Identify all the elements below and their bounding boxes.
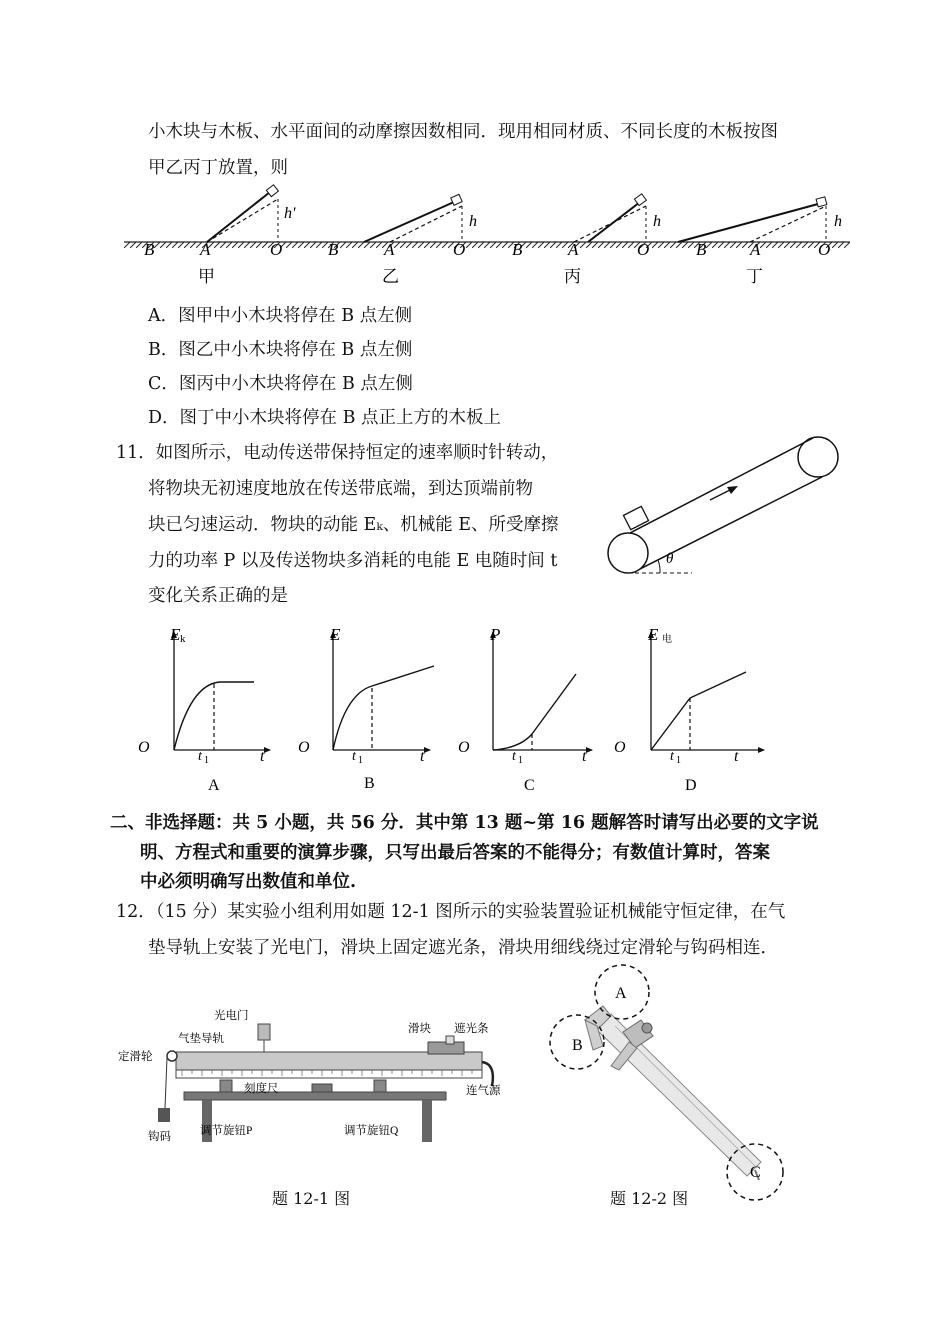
graph-d [614, 625, 764, 794]
t1-sub: 1 [204, 755, 209, 766]
height-label: h [653, 213, 661, 230]
block [266, 185, 278, 197]
e-elec-curve [651, 672, 746, 750]
point-b: B [144, 240, 155, 259]
air-track-apparatus [112, 1000, 522, 1150]
label-ruler: 刻度尺 [244, 1083, 279, 1095]
y-label: P [490, 625, 501, 644]
q10-line2: 甲乙丙丁放置，则 [148, 158, 288, 178]
point-a: A [568, 240, 579, 259]
height-label: h' [284, 205, 296, 222]
fig12-1-caption: 题 12-1 图 [272, 1189, 351, 1208]
graph-label: A [208, 777, 220, 794]
t-label: t [260, 748, 265, 765]
label-strip: 遮光条 [454, 1023, 489, 1035]
y-sub: 电 [662, 634, 672, 645]
q12-line2: 垫导轨上安装了光电门，滑块上固定遮光条，滑块用细线绕过定滑轮与钩码相连． [148, 938, 778, 958]
height-label: h [834, 213, 842, 230]
q11-line2: 将物块无初速度地放在传送带底端，到达顶端前物 [148, 479, 533, 499]
air-track [176, 1052, 482, 1070]
knob-q [374, 1080, 386, 1092]
table-leg [422, 1100, 432, 1142]
q11-line4: 力的功率 P 以及传送物块多消耗的电能 E 电随时间 t [148, 551, 558, 571]
point-a: A [200, 240, 211, 259]
figure-yi [328, 194, 477, 286]
board [207, 192, 270, 242]
dashed-line [207, 199, 278, 242]
q11-line5: 变化关系正确的是 [148, 586, 288, 606]
q11-line1: 11．如图所示，电动传送带保持恒定的速率顺时针转动， [116, 443, 559, 463]
y-label: E [330, 625, 341, 644]
fig12-2-caption: 题 12-2 图 [610, 1189, 689, 1208]
y-label: E [648, 625, 659, 644]
knob-p [220, 1080, 232, 1092]
label-c: C [750, 1164, 761, 1181]
p-curve [493, 674, 576, 750]
figure-name: 丁 [746, 267, 763, 286]
label-b: B [572, 1037, 583, 1054]
support-block [312, 1084, 332, 1092]
q10-option-a: A．图甲中小木块将停在 B 点左侧 [148, 306, 413, 326]
t1-sub: 1 [518, 755, 523, 766]
incline-figures [118, 182, 858, 292]
label-air: 连气源 [466, 1085, 501, 1097]
figure-name: 丙 [564, 267, 581, 286]
t-label: t [420, 748, 425, 765]
label-a: A [615, 985, 627, 1002]
label-knob-q: 调节旋钮Q [344, 1125, 399, 1137]
q10-option-c: C．图丙中小木块将停在 B 点左侧 [148, 374, 413, 394]
e-curve [333, 666, 434, 750]
string [165, 1058, 167, 1108]
point-o: O [818, 240, 831, 259]
t1-label: t [512, 749, 516, 764]
t1-label: t [352, 749, 356, 764]
lock-screw [642, 1023, 652, 1033]
origin-label: O [614, 739, 626, 756]
q12-line1: 12．（15 分）某实验小组利用如题 12-1 图所示的实验装置验证机械能守恒定律，在气 [116, 902, 786, 922]
angle-label: θ [666, 551, 674, 567]
dashed-line [390, 206, 462, 242]
t1-label: t [198, 749, 202, 764]
section2-line1: 二、非选择题：共 5 小题，共 56 分．其中第 13 题~第 16 题解答时请写出必要的文字说 [110, 813, 819, 833]
air-hose [482, 1062, 493, 1086]
figure-name: 乙 [382, 267, 399, 286]
figure-bing [512, 194, 661, 286]
point-b: B [328, 240, 339, 259]
y-label: E [170, 625, 181, 644]
q11-line3: 块已匀速运动．物块的动能 Eₖ、机械能 E、所受摩擦 [148, 515, 559, 535]
table-top [184, 1092, 446, 1100]
label-slider: 滑块 [408, 1023, 431, 1035]
point-o: O [270, 240, 283, 259]
point-o: O [453, 240, 466, 259]
label-knob-p: 调节旋钮P [200, 1125, 253, 1137]
board [678, 204, 818, 242]
section2-line2: 明、方程式和重要的演算步骤，只写出最后答案的不能得分；有数值计算时，答案 [140, 843, 770, 863]
point-b: B [512, 240, 523, 259]
origin-label: O [458, 739, 470, 756]
graph-b [298, 625, 434, 792]
belt-top [630, 438, 813, 533]
q10-line1: 小木块与木板、水平面间的动摩擦因数相同．现用相同材质、不同长度的木板按图 [148, 122, 778, 142]
ground-hatch [124, 242, 850, 248]
height-label: h [469, 213, 477, 230]
graph-a [138, 625, 270, 794]
point-o: O [637, 240, 650, 259]
origin-label: O [298, 739, 310, 756]
t1-sub: 1 [676, 755, 681, 766]
conveyor-figure [600, 430, 850, 580]
point-a: A [384, 240, 395, 259]
q11-graphs [130, 622, 780, 802]
t1-sub: 1 [358, 755, 363, 766]
hook-weight [158, 1108, 170, 1122]
bottom-roller [608, 533, 648, 573]
figure-name: 甲 [198, 267, 215, 286]
q10-option-d: D．图丁中小木块将停在 B 点正上方的木板上 [148, 408, 502, 428]
label-gate: 光电门 [214, 1010, 249, 1022]
t-label: t [734, 748, 739, 765]
label-weight: 钩码 [148, 1131, 171, 1143]
t1-label: t [670, 749, 674, 764]
block [816, 197, 827, 207]
light-strip [446, 1036, 454, 1044]
figure-ding [678, 197, 842, 286]
pulley [167, 1051, 177, 1061]
y-sub: k [180, 633, 186, 645]
origin-label: O [138, 739, 150, 756]
t-label: t [582, 748, 587, 765]
figure-jia [144, 185, 296, 286]
graph-label: B [364, 775, 375, 792]
board [364, 202, 454, 242]
graph-label: C [524, 777, 535, 794]
label-pulley: 定滑轮 [118, 1051, 153, 1063]
label-track: 气垫导轨 [178, 1033, 224, 1045]
photogate [258, 1024, 270, 1040]
angle-arc [658, 560, 660, 573]
vernier-caliper [545, 962, 795, 1202]
graph-label: D [685, 777, 697, 794]
point-a: A [750, 240, 761, 259]
section2-line3: 中必须明确写出数值和单位. [140, 872, 357, 892]
point-b: B [696, 240, 707, 259]
q10-option-b: B．图乙中小木块将停在 B 点左侧 [148, 340, 413, 360]
graph-c [458, 625, 592, 794]
